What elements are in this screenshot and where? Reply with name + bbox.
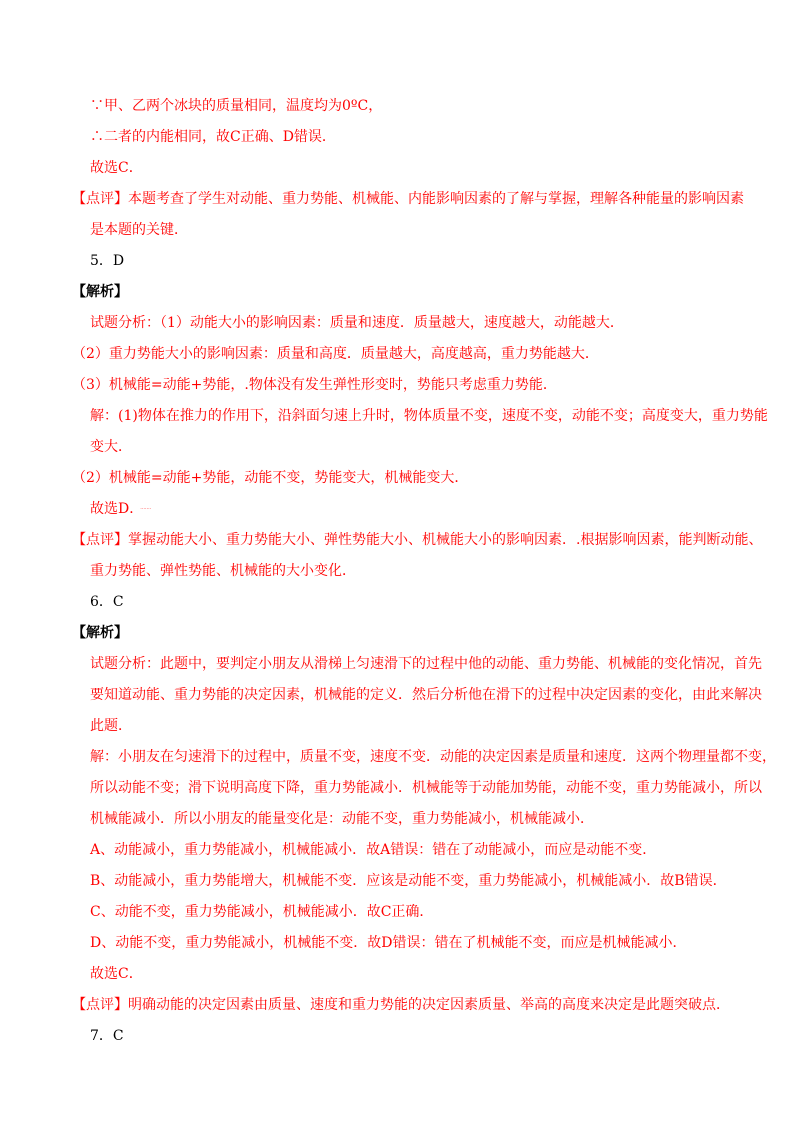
tiny-mark: ······· xyxy=(140,506,152,512)
text-line: 所以动能不变；滑下说明高度下降，重力势能减小．机械能等于动能加势能，动能不变，重力势能减小，所以 xyxy=(90,780,762,796)
text-line: 变大． xyxy=(90,439,132,455)
answer-number: 6．C xyxy=(90,594,124,610)
text-line: 故选C． xyxy=(90,160,143,176)
text-line: ∵甲、乙两个冰块的质量相同，温度均为0ºC， xyxy=(90,98,383,114)
text-line: （2）重力势能大小的影响因素：质量和高度．质量越大，高度越高，重力势能越大． xyxy=(72,346,599,362)
text-line: 要知道动能、重力势能的决定因素，机械能的定义．然后分析他在滑下的过程中决定因素的变化，由此来解决 xyxy=(90,687,762,703)
text-line: 是本题的关键． xyxy=(90,222,188,238)
text-line: 试题分析：（1）动能大小的影响因素：质量和速度．质量越大，速度越大，动能越大． xyxy=(90,315,624,331)
text-span: 故选D． xyxy=(90,501,137,517)
text-line: 【点评】本题考查了学生对动能、重力势能、机械能、内能影响因素的了解与掌握，理解各种能量的影响因素 xyxy=(72,191,744,207)
analysis-heading: 【解析】 xyxy=(72,284,128,300)
analysis-heading: 【解析】 xyxy=(72,625,128,641)
text-line: 此题． xyxy=(90,718,132,734)
text-line: 解：小朋友在匀速滑下的过程中，质量不变，速度不变．动能的决定因素是质量和速度．这两个物理量都不变， xyxy=(90,749,776,765)
text-line: （2）机械能=动能+势能，动能不变，势能变大，机械能变大． xyxy=(72,470,469,486)
text-line: 解：(1)物体在推力的作用下，沿斜面匀速上升时，物体质量不变，速度不变，动能不变；高度变大，重力势能 xyxy=(90,408,768,424)
text-line: B、动能减小，重力势能增大，机械能不变．应该是动能不变，重力势能减小，机械能减小．故B错误． xyxy=(90,873,727,889)
text-line: A、动能减小，重力势能减小，机械能减小．故A错误：错在了动能减小，而应是动能不变． xyxy=(90,842,657,858)
text-line: 故选C． xyxy=(90,966,143,982)
text-line: 重力势能、弹性势能、机械能的大小变化． xyxy=(90,563,356,579)
text-line: D、动能不变，重力势能减小，机械能不变．故D错误：错在了机械能不变，而应是机械能减小． xyxy=(90,935,687,951)
text-line: 试题分析：此题中，要判定小朋友从滑梯上匀速滑下的过程中他的动能、重力势能、机械能的变化情况，首先 xyxy=(90,656,762,672)
text-line: 【点评】掌握动能大小、重力势能大小、弹性势能大小、机械能大小的影响因素．.根据影响因素，能判断动能、 xyxy=(72,532,763,548)
text-line: ∴二者的内能相同，故C正确、D错误． xyxy=(90,129,336,145)
text-line: 【点评】明确动能的决定因素由质量、速度和重力势能的决定因素质量、举高的高度来决定是此题突破点． xyxy=(72,997,730,1013)
text-line xyxy=(90,499,151,519)
text-line: （3）机械能=动能+势能，.物体没有发生弹性形变时，势能只考虑重力势能． xyxy=(72,377,557,393)
text-line: C、动能不变，重力势能减小，机械能减小．故C正确． xyxy=(90,904,434,920)
answer-number: 7．C xyxy=(90,1028,124,1044)
text-line: 机械能减小．所以小朋友的能量变化是：动能不变，重力势能减小，机械能减小． xyxy=(90,811,594,827)
answer-number: 5．D xyxy=(90,253,125,269)
